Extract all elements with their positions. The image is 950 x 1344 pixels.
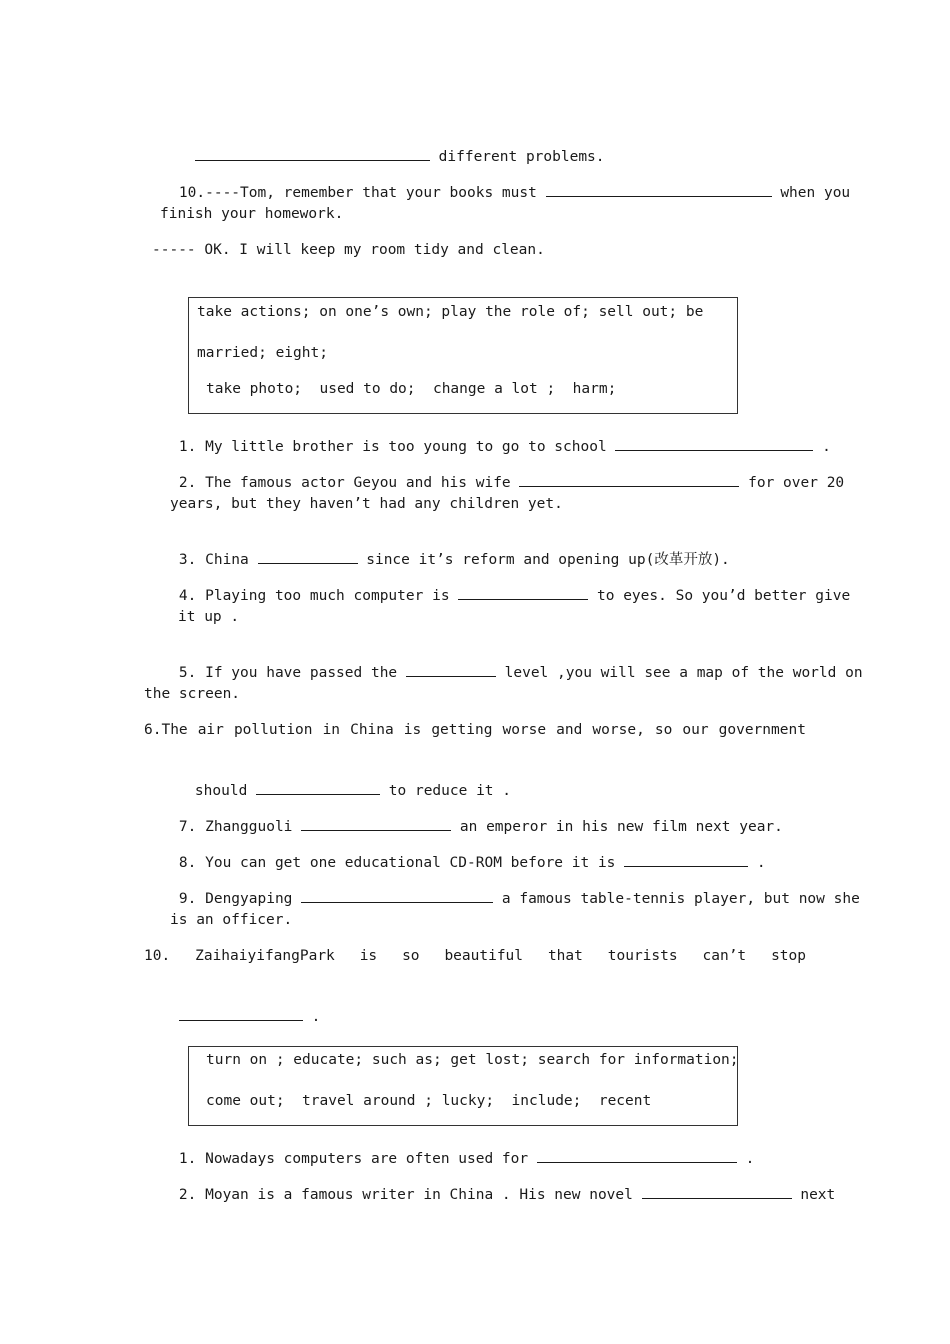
answer-blank[interactable] bbox=[258, 549, 358, 564]
question-text: 5. If you have passed the bbox=[178, 665, 398, 681]
answer-blank[interactable] bbox=[301, 888, 493, 903]
question-word: government bbox=[718, 722, 806, 738]
question-text: . bbox=[311, 1009, 321, 1025]
answer-blank[interactable] bbox=[458, 585, 588, 600]
question-text: should bbox=[194, 783, 248, 799]
question-word: is bbox=[359, 948, 378, 964]
answer-blank[interactable] bbox=[537, 1148, 737, 1163]
question-word: ZaihaiyifangPark bbox=[195, 948, 335, 964]
question-word: that bbox=[547, 948, 583, 964]
question-text: 3. China bbox=[178, 552, 249, 568]
answer-blank[interactable] bbox=[615, 436, 813, 451]
question-text: a famous table-tennis player, but now she bbox=[501, 891, 860, 907]
question-4 bbox=[144, 567, 850, 623]
question-text: 7. Zhangguoli bbox=[178, 819, 293, 835]
word-bank-1-line2: married; eight; bbox=[197, 345, 328, 361]
answer-blank[interactable] bbox=[624, 852, 748, 867]
word-bank-1-line3: take photo; used to do; change a lot ; harm; bbox=[206, 381, 617, 397]
question-word: beautiful bbox=[444, 948, 524, 964]
question-5-line2: the screen. bbox=[144, 686, 241, 702]
question-2-line2: years, but they haven’t had any children yet. bbox=[170, 496, 563, 512]
question-word: tourists bbox=[607, 948, 678, 964]
answer-blank[interactable] bbox=[546, 182, 772, 197]
question-word: pollution bbox=[233, 722, 313, 738]
answer-blank[interactable] bbox=[406, 662, 496, 677]
question-9-line2: is an officer. bbox=[170, 912, 293, 928]
question-word: so bbox=[654, 722, 673, 738]
question-10 bbox=[144, 947, 806, 965]
question-text: 8. You can get one educational CD-ROM before it is bbox=[178, 855, 616, 871]
question-word: getting bbox=[431, 722, 493, 738]
question-word: worse, bbox=[592, 722, 645, 738]
answer-blank[interactable] bbox=[301, 816, 451, 831]
word-bank-2-line1: turn on ; educate; such as; get lost; search for information; bbox=[206, 1052, 739, 1068]
question-10-top-line2: finish your homework. bbox=[160, 206, 344, 222]
question-text: to reduce it . bbox=[388, 783, 511, 799]
question-word: is bbox=[403, 722, 422, 738]
question-text: level ,you will see a map of the world on bbox=[504, 665, 863, 681]
question-word: air bbox=[197, 722, 224, 738]
question-10-line2 bbox=[144, 988, 320, 1044]
section2-question-2 bbox=[144, 1166, 835, 1222]
answer-blank[interactable] bbox=[179, 1006, 303, 1021]
word-bank-1-line1: take actions; on one’s own; play the role of; sell out; be bbox=[197, 304, 704, 320]
question-4-line2: it up . bbox=[178, 609, 240, 625]
question-text: to eyes. So you’d better give bbox=[597, 588, 851, 604]
question-text: 9. Dengyaping bbox=[178, 891, 293, 907]
answer-blank[interactable] bbox=[642, 1184, 792, 1199]
question-6 bbox=[144, 721, 806, 739]
question-text: . bbox=[822, 439, 831, 455]
question-text: 2. Moyan is a famous writer in China . His new novel bbox=[178, 1187, 633, 1203]
question-word: and bbox=[556, 722, 583, 738]
question-text: different problems. bbox=[438, 149, 605, 165]
answer-blank[interactable] bbox=[195, 146, 430, 161]
answer-blank[interactable] bbox=[256, 780, 380, 795]
question-word: our bbox=[682, 722, 709, 738]
question-text: an emperor in his new film next year. bbox=[459, 819, 783, 835]
question-word: 10. bbox=[144, 948, 171, 964]
answer-blank[interactable] bbox=[519, 472, 739, 487]
question-text: 2. The famous actor Geyou and his wife bbox=[178, 475, 511, 491]
question-text: since it’s reform and opening up(改革开放). bbox=[366, 552, 730, 568]
question-text: for over 20 bbox=[748, 475, 845, 491]
word-bank-2-line2: come out; travel around ; lucky; include; recent bbox=[206, 1093, 652, 1109]
question-word: China bbox=[350, 722, 394, 738]
question-word: so bbox=[402, 948, 420, 964]
question-word: worse bbox=[502, 722, 547, 738]
question-5 bbox=[144, 644, 863, 700]
question-text: 1. My little brother is too young to go to school bbox=[178, 439, 607, 455]
question-text: 10.----Tom, remember that your books must bbox=[178, 185, 537, 201]
question-word: in bbox=[322, 722, 341, 738]
question-text: 4. Playing too much computer is bbox=[178, 588, 450, 604]
question-word: can’t bbox=[702, 948, 747, 964]
question-text: . bbox=[745, 1151, 755, 1167]
question-text: when you bbox=[780, 185, 851, 201]
question-10-reply: ----- OK. I will keep my room tidy and clean. bbox=[152, 242, 545, 258]
question-text: next bbox=[800, 1187, 836, 1203]
question-word: 6.The bbox=[144, 722, 188, 738]
question-word: stop bbox=[771, 948, 806, 964]
question-text: 1. Nowadays computers are often used for bbox=[178, 1151, 529, 1167]
question-text: . bbox=[756, 855, 766, 871]
